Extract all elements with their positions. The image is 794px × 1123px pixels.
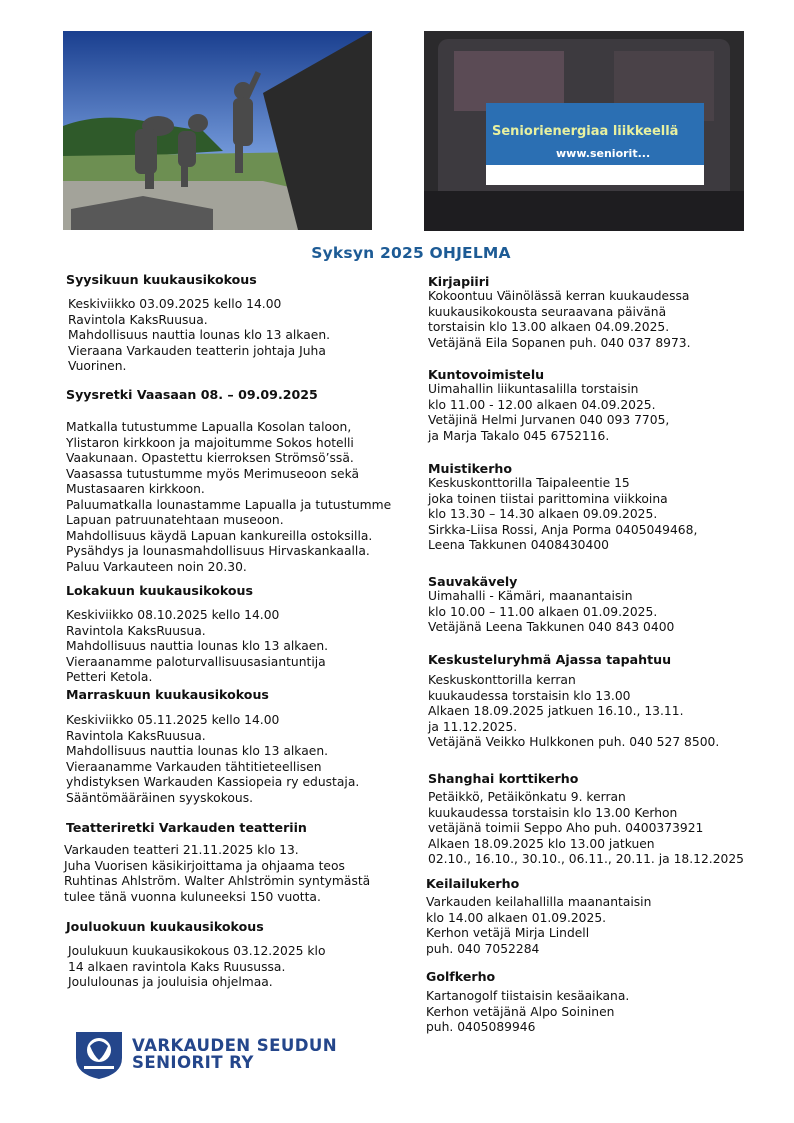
section-heading: Keilailukerho <box>426 876 520 891</box>
text-line: Alkaen 18.09.2025 klo 13.00 jatkuen <box>428 836 655 851</box>
text-line: Ravintola KaksRuusua. <box>68 312 208 327</box>
text-line: Petteri Ketola. <box>66 670 153 684</box>
organization-logo <box>70 1028 350 1082</box>
text-line: Joulukuun kuukausikokous 03.12.2025 klo <box>68 944 326 958</box>
text-line: klo 14.00 alkaen 01.09.2025. <box>426 910 607 925</box>
section-sauvakavely <box>428 574 674 636</box>
text-line: Kokoontuu Väinölässä kerran kuukaudessa <box>428 289 690 303</box>
text-line: kuukaudessa torstaisin klo 13.00 Kerhon <box>428 805 678 820</box>
section-heading: Jouluokuun kuukausikokous <box>66 919 264 934</box>
text-line: puh. 040 7052284 <box>426 941 540 956</box>
page-title: Syksyn 2025 OHJELMA <box>311 244 511 262</box>
text-line: Vetäjänä Eila Sopanen puh. 040 037 8973. <box>428 335 691 350</box>
bus-sign-text: Seniorienergiaa liikkeellä <box>492 124 679 139</box>
section-syyskuun-kokous <box>66 272 330 375</box>
text-line: 02.10., 16.10., 30.10., 06.11., 20.11. ja 18.12.2025 <box>428 852 745 866</box>
section-heading: Kuntovoimistelu <box>428 367 545 382</box>
text-line: Matkalla tutustumme Lapualla Kosolan taloon, <box>66 420 352 434</box>
section-heading: Shanghai korttikerho <box>428 771 579 786</box>
section-shanghai <box>428 771 744 868</box>
statue-photo <box>63 31 372 230</box>
text-line: Mahdollisuus nauttia lounas klo 13 alkaen. <box>66 639 329 653</box>
text-line: Mahdollisuus käydä Lapuan kankureilla ostoksilla. <box>66 528 373 543</box>
text-line: Alkaen 18.09.2025 jatkuen 16.10., 13.11. <box>428 704 684 718</box>
text-line: Vaakunaan. Opastettu kierroksen Strömsö’ssä. <box>66 451 354 465</box>
section-heading: Syysikuun kuukausikokous <box>66 272 257 287</box>
text-line: Kerhon vetäjänä Alpo Soininen <box>426 1004 615 1019</box>
text-line: joka toinen tiistai parittomina viikkoina <box>428 491 668 506</box>
section-heading: Syysretki Vaasaan 08. – 09.09.2025 <box>66 387 318 402</box>
section-heading: Golfkerho <box>426 969 496 984</box>
text-line: klo 10.00 – 11.00 alkaen 01.09.2025. <box>428 604 658 619</box>
text-line: torstaisin klo 13.00 alkaen 04.09.2025. <box>428 320 670 334</box>
section-kirjapiiri <box>428 274 691 351</box>
section-syysretki <box>66 387 391 575</box>
text-line: Uimahalli - Kämäri, maanantaisin <box>428 589 633 603</box>
text-line: Varkauden teatteri 21.11.2025 klo 13. <box>64 843 299 857</box>
text-line: Sääntömääräinen syyskokous. <box>66 790 254 805</box>
text-line: kuukausikokousta seuraavana päivänä <box>428 304 667 319</box>
section-golfkerho <box>426 969 629 1036</box>
section-heading: Keskusteluryhmä Ajassa tapahtuu <box>428 652 672 667</box>
section-keskusteluryhma <box>428 652 719 751</box>
text-line: Ruhtinas Ahlström. Walter Ahlströmin syntymästä <box>64 874 371 888</box>
section-marraskuun-kokous <box>66 687 359 806</box>
text-line: yhdistyksen Warkauden Kassiopeia ry edustaja. <box>66 775 360 789</box>
text-line: Petäikkö, Petäikönkatu 9. kerran <box>428 790 626 804</box>
text-line: Mahdollisuus nauttia lounas klo 13 alkaen. <box>66 744 329 758</box>
text-line: Keskiviikko 08.10.2025 kello 14.00 <box>66 608 280 622</box>
section-keilailukerho <box>426 876 651 957</box>
text-line: Mahdollisuus nauttia lounas klo 13 alkaen. <box>68 328 331 342</box>
text-line: Lapuan patruunatehtaan museoon. <box>66 513 284 527</box>
section-heading: Sauvakävely <box>428 574 518 589</box>
text-line: Paluumatkalla lounastamme Lapualla ja tutustumme <box>66 497 392 512</box>
bus-sign-photo <box>424 31 744 231</box>
section-kuntovoimistelu <box>428 367 669 444</box>
text-line: Keskuskonttorilla Taipaleentie 15 <box>428 476 630 490</box>
text-line: kuukaudessa torstaisin klo 13.00 <box>428 688 631 703</box>
text-line: ja Marja Takalo 045 6752116. <box>428 428 610 443</box>
text-line: Vaasassa tutustumme myös Merimuseoon sekä <box>66 466 360 481</box>
section-muistikerho <box>428 461 697 554</box>
text-line: Ravintola KaksRuusua. <box>66 728 206 743</box>
text-line: klo 11.00 - 12.00 alkaen 04.09.2025. <box>428 397 656 412</box>
section-heading: Muistikerho <box>428 461 513 476</box>
text-line: Vuorinen. <box>68 359 127 373</box>
logo-line-2: SENIORIT RY <box>132 1053 254 1072</box>
text-line: Varkauden keilahallilla maanantaisin <box>426 895 652 909</box>
section-heading: Lokakuun kuukausikokous <box>66 583 254 598</box>
lion-emblem-icon <box>70 1028 128 1080</box>
text-line: Keskiviikko 03.09.2025 kello 14.00 <box>68 297 282 311</box>
text-line: Ravintola KaksRuusua. <box>66 623 206 638</box>
bus-sign-url: www.seniorit... <box>556 147 651 160</box>
text-line: Mustasaaren kirkkoon. <box>66 482 205 496</box>
text-line: Kerhon vetäjä Mirja Lindell <box>426 926 590 940</box>
text-line: Keskuskonttorilla kerran <box>428 673 576 687</box>
text-line: Vieraanamme paloturvallisuusasiantuntija <box>66 654 326 669</box>
section-lokakuun-kokous <box>66 583 328 686</box>
text-line: Joululounas ja jouluisia ohjelmaa. <box>68 975 273 989</box>
text-line: 14 alkaen ravintola Kaks Ruusussa. <box>68 959 286 974</box>
text-line: Vetäjinä Helmi Jurvanen 040 093 7705, <box>428 413 670 427</box>
text-line: Juha Vuorisen käsikirjoittama ja ohjaama teos <box>64 858 345 873</box>
text-line: Sirkka-Liisa Rossi, Anja Porma 0405049468, <box>428 522 698 537</box>
text-line: ja 11.12.2025. <box>428 719 518 734</box>
section-heading: Marraskuun kuukausikokous <box>66 687 269 702</box>
logo-line-1: VARKAUDEN SEUDUN <box>132 1036 338 1055</box>
text-line: Paluu Varkauteen noin 20.30. <box>66 559 247 574</box>
text-line: Keskiviikko 05.11.2025 kello 14.00 <box>66 713 280 727</box>
text-line: tulee tänä vuonna kuluneeksi 150 vuotta. <box>64 889 321 904</box>
section-heading: Teatteriretki Varkauden teatteriin <box>66 820 307 835</box>
text-line: Leena Takkunen 0408430400 <box>428 538 609 552</box>
text-line: vetäjänä toimii Seppo Aho puh. 0400373921 <box>428 821 704 835</box>
section-teatteriretki <box>66 820 370 905</box>
text-line: Vetäjänä Leena Takkunen 040 843 0400 <box>428 620 675 634</box>
text-line: Kartanogolf tiistaisin kesäaikana. <box>426 989 630 1003</box>
text-line: Uimahallin liikuntasalilla torstaisin <box>428 382 639 396</box>
text-line: Pysähdys ja lounasmahdollisuus Hirvaskankaalla. <box>66 544 370 558</box>
text-line: puh. 0405089946 <box>426 1020 536 1034</box>
text-line: Vieraanamme Varkauden tähtitieteellisen <box>66 759 322 774</box>
text-line: klo 13.30 – 14.30 alkaen 09.09.2025. <box>428 507 658 521</box>
section-jouluokuun-kokous <box>66 919 325 991</box>
section-heading: Kirjapiiri <box>428 274 490 289</box>
text-line: Vieraana Varkauden teatterin johtaja Juha <box>68 343 326 358</box>
text-line: Ylistaron kirkkoon ja majoitumme Sokos hotelli <box>66 435 354 450</box>
text-line: Vetäjänä Veikko Hulkkonen puh. 040 527 8500. <box>428 735 720 749</box>
